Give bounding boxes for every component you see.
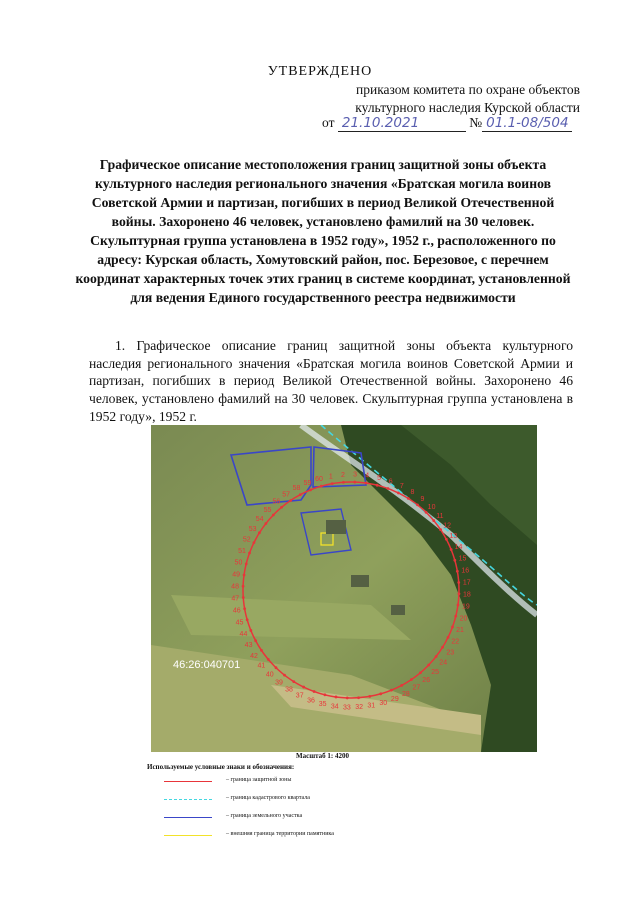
zone-point-marker [283,674,286,677]
zone-point-label: 21 [456,627,464,635]
zone-point-label: 54 [255,516,264,524]
zone-point-label: 17 [462,579,471,587]
zone-point-marker [267,658,270,661]
zone-point-label: 35 [318,701,327,709]
zone-point-label: 26 [422,677,431,685]
zone-point-marker [365,482,368,485]
zone-point-label: 50 [234,559,243,567]
zone-point-label: 32 [355,704,364,712]
zone-point-label: 13 [449,533,458,541]
zone-point-marker [245,562,248,565]
zone-point-marker [357,696,360,699]
legend-swatch [164,817,212,818]
legend-title: Используемые условные знаки и обозначения: [147,763,295,771]
zone-point-marker [243,607,246,610]
zone-point-marker [400,684,403,687]
zone-point-marker [302,686,305,689]
zone-point-marker [439,528,442,531]
zone-point-marker [457,581,460,584]
legend-swatch [164,835,212,836]
zone-point-marker [450,548,453,551]
zone-point-label: 33 [343,704,351,712]
zone-point-marker [387,487,390,490]
cadastral-label: 46:26:040701 [173,659,241,671]
zone-point-label: 59 [303,479,312,487]
zone-point-label: 58 [292,485,301,493]
zone-point-label: 44 [239,630,248,638]
zone-point-label: 28 [402,690,410,698]
zone-point-label: 39 [275,679,283,687]
zone-point-label: 25 [431,668,440,676]
zone-point-marker [331,482,334,485]
zone-point-marker [249,629,252,632]
zone-point-marker [260,649,263,652]
zone-point-marker [320,485,323,488]
zone-point-label: 45 [235,619,244,627]
zone-point-marker [299,493,302,496]
zone-point-label: 24 [439,659,448,667]
zone-point-marker [419,671,422,674]
zone-point-label: 14 [454,544,463,552]
zone-point-label: 30 [379,699,388,707]
zone-point-label: 29 [390,695,399,703]
zone-point-marker [447,636,450,639]
legend-swatch [164,781,212,782]
legend-swatch [164,799,212,800]
zone-point-label: 7 [399,483,404,491]
zone-point-label: 9 [420,496,425,504]
handwritten-date: 21.10.2021 [338,115,466,132]
zone-point-marker [264,522,267,525]
zone-point-marker [272,514,275,517]
zone-point-label: 23 [446,649,455,657]
zone-point-marker [435,655,438,658]
zone-point-label: 34 [330,703,339,711]
zone-point-label: 31 [367,702,376,710]
zone-point-label: 46 [232,607,241,615]
zone-point-label: 41 [257,662,266,670]
zone-point-label: 16 [461,567,470,575]
zone-point-label: 6 [388,478,393,486]
zone-point-label: 43 [244,641,253,649]
zone-point-marker [258,531,261,534]
zone-point-marker [379,692,382,695]
zone-point-label: 60 [315,475,323,483]
zone-point-label: 40 [265,671,274,679]
zone-point-marker [242,585,245,588]
approval-date-line [322,115,572,132]
zone-point-marker [427,664,430,667]
zone-point-label: 57 [282,491,291,499]
zone-point-marker [432,519,435,522]
zone-point-marker [342,481,345,484]
zone-point-marker [248,552,251,555]
zone-point-marker [335,696,338,699]
zone-point-marker [275,666,278,669]
zone-point-label: 10 [427,504,436,512]
approval-line-1: приказом комитета по охране объектов [356,82,580,97]
zone-point-label: 37 [295,692,304,700]
approval-title: УТВЕРЖДЕНО [267,64,373,79]
zone-point-marker [457,604,460,607]
zone-point-label: 22 [451,638,460,646]
zone-point-marker [242,596,245,599]
handwritten-number: 01.1-08/504 [482,115,572,132]
approval-line-2: культурного наследия Курской области [355,100,580,115]
zone-point-label: 42 [250,652,258,660]
zone-point-marker [289,499,292,502]
zone-point-label: 12 [443,522,452,530]
zone-point-label: 52 [242,536,251,544]
zone-point-label: 15 [458,555,467,563]
zone-point-marker [346,697,349,700]
zone-point-marker [323,693,326,696]
zone-point-marker [243,574,246,577]
zone-point-marker [451,626,454,629]
zone-point-marker [441,646,444,649]
zone-point-label: 48 [231,583,239,591]
zone-point-marker [416,503,419,506]
zone-point-label: 55 [263,506,272,514]
zone-point-marker [410,678,413,681]
zone-point-label: 5 [377,474,382,482]
aerial-map [151,425,537,752]
zone-point-label: 36 [307,697,315,705]
zone-point-label: 20 [459,615,468,623]
zone-point-marker [456,570,459,573]
zone-point-marker [390,689,393,692]
map-scale: Масштаб 1: 4200 [296,752,349,760]
zone-point-label: 8 [410,489,415,497]
number-label: № [469,115,483,130]
zone-point-marker [313,690,316,693]
zone-point-marker [425,511,428,514]
zone-point-marker [376,484,379,487]
zone-point-label: 38 [285,686,293,694]
zone-point-label: 27 [412,684,421,692]
zone-point-label: 11 [436,512,444,520]
paragraph-1: 1. Графическое описание границ защитной зоны объекта культурного наследия регионального значения «Братская могила воинов Советской Армии и партизан, погибших в период Великой Отечественной войны. Захоронено 46 человек, установлено фамилий на 30 человек. Скульптурная группа установлена в 1952 году», 1952 г. [89,338,573,424]
zone-point-label: 53 [248,526,257,534]
zone-point-marker [246,618,249,621]
zone-point-marker [458,592,461,595]
zone-point-label: 51 [238,547,246,555]
from-label: от [322,115,335,130]
zone-point-label: 18 [463,591,471,599]
zone-point-label: 4 [365,472,370,480]
zone-point-marker [253,541,256,544]
zone-point-marker [397,492,400,495]
zone-point-label: 19 [461,603,470,611]
zone-point-label: 3 [353,471,358,479]
zone-point-label: 49 [232,571,241,579]
zone-point-marker [368,695,371,698]
zone-point-marker [353,481,356,484]
zone-point-marker [292,680,295,683]
zone-point-marker [445,538,448,541]
zone-point-marker [407,497,410,500]
zone-point-label: 47 [231,595,240,603]
zone-point-label: 2 [340,471,345,479]
zone-point-label: 56 [272,498,281,506]
document-heading: Графическое описание местоположения границ защитной зоны объекта культурного наследия регионального значения «Братская могила воинов Советской Армии и партизан, погибших в период Великой Отечественной войны. Захоронено 46 человек, установлено фамилий на 30 человек. Скульптурная группа установлена в 1952 году», 1952 г., расположенного по адресу: Курская область, Хомутовский район, пос. Березовое, с перечнем координат характерных точек этих границ в системе координат, установленной для ведения Единого государственного реестра недвижимости [75,157,571,305]
zone-point-label: 1 [328,473,333,481]
zone-point-marker [453,559,456,562]
zone-point-marker [454,615,457,618]
zone-point-marker [254,639,257,642]
zone-point-marker [309,488,312,491]
zone-point-marker [280,506,283,509]
